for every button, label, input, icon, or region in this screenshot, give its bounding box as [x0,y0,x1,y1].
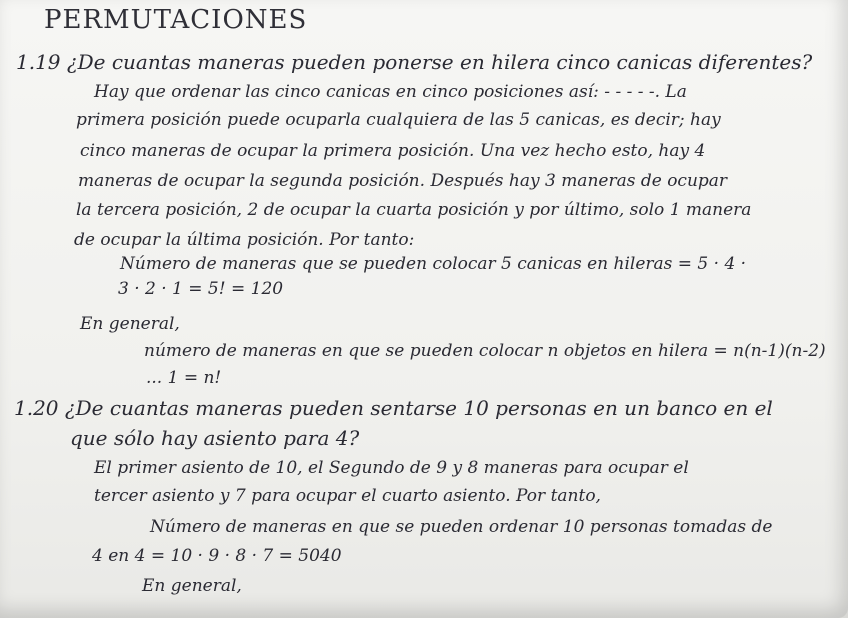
formula-line: ... 1 = n! [146,368,222,388]
problem-1-20-question-cont: que sólo hay asiento para 4? [70,426,360,450]
text-line: primera posición puede ocuparla cualquiera de las 5 canicas, es decir; hay [76,110,721,130]
problem-1-20-question: 1.20 ¿De cuantas maneras pueden sentarse 10 personas en un banco en el [14,396,773,420]
text-line: cinco maneras de ocupar la primera posición. Una vez hecho esto, hay 4 [80,141,706,161]
page-title: PERMUTACIONES [44,5,308,35]
problem-1-19-question: 1.19 ¿De cuantas maneras pueden ponerse en hilera cinco canicas diferentes? [16,50,813,74]
text-line: tercer asiento y 7 para ocupar el cuarto asiento. Por tanto, [94,486,601,506]
formula-line: 4 en 4 = 10 · 9 · 8 · 7 = 5040 [92,546,342,566]
text-line: El primer asiento de 10, el Segundo de 9 y 8 maneras para ocupar el [94,458,689,478]
formula-line: número de maneras en que se pueden colocar n objetos en hilera = n(n-1)(n-2) [144,341,826,361]
text-line: la tercera posición, 2 de ocupar la cuarta posición y por último, solo 1 manera [76,200,752,220]
formula-line: Número de maneras que se pueden colocar 5 canicas en hileras = 5 · 4 · [120,254,747,274]
formula-line: 3 · 2 · 1 = 5! = 120 [118,279,284,299]
text-line: En general, [142,576,242,596]
text-line: de ocupar la última posición. Por tanto: [74,230,415,250]
text-line: En general, [80,314,180,334]
text-line: Hay que ordenar las cinco canicas en cinco posiciones así: - - - - -. La [94,82,687,102]
formula-line: Número de maneras en que se pueden ordenar 10 personas tomadas de [150,517,773,537]
text-line: maneras de ocupar la segunda posición. Después hay 3 maneras de ocupar [78,171,728,191]
